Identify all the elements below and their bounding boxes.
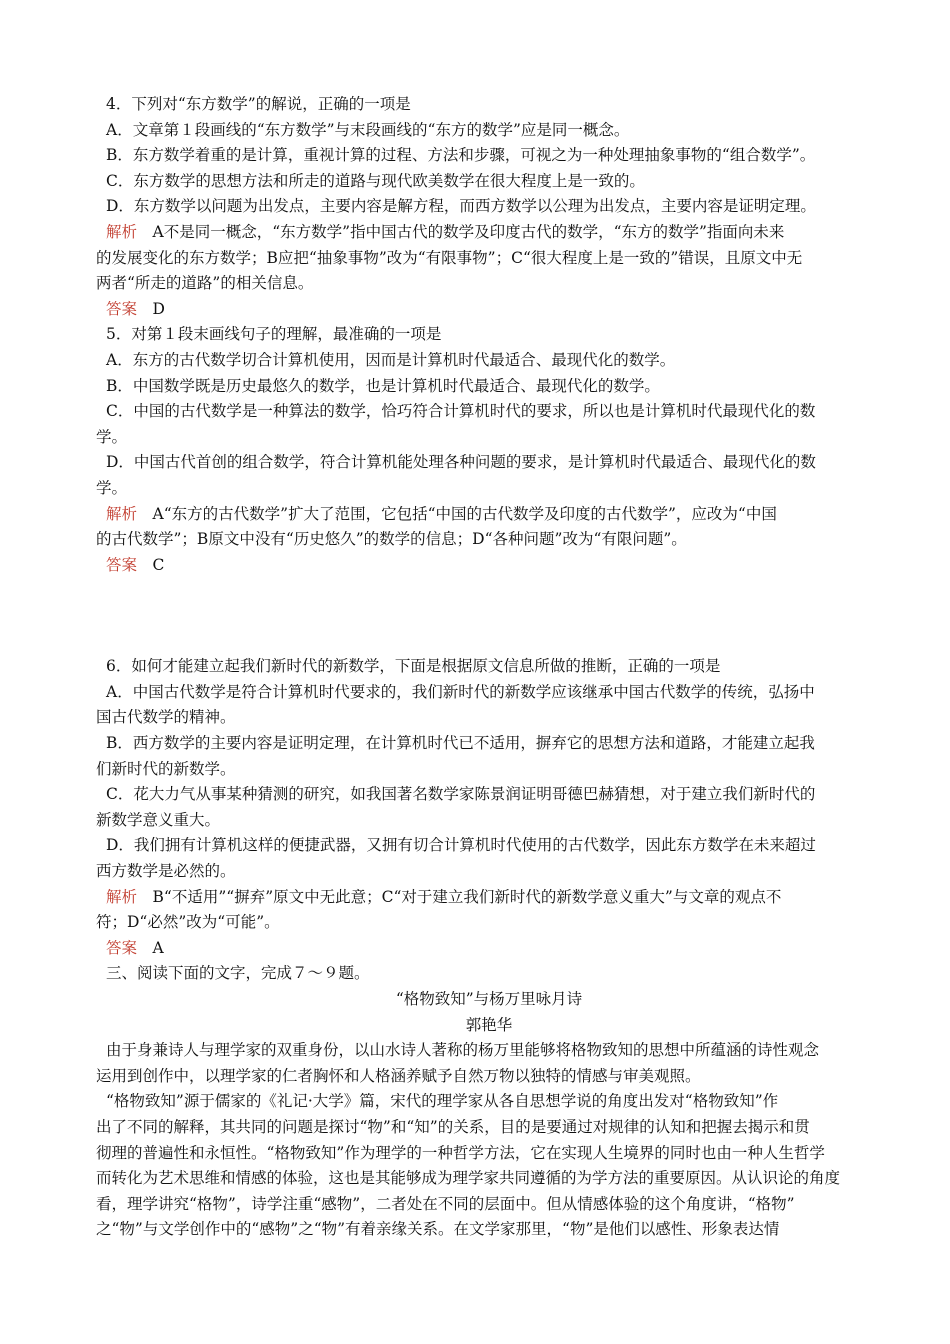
section3-heading: 三、阅读下面的文字，完成７～９题。 xyxy=(106,964,370,983)
article-title: “格物致知”与杨万里咏月诗 xyxy=(395,990,583,1008)
para2-line-3: 彻理的普遍性和永恒性。“格物致知”作为理学的一种哲学方法，它在实现人生境界的同时也由一种人生哲学 xyxy=(96,1143,825,1162)
page-gap xyxy=(96,578,882,654)
q6-option-b-cont: 们新时代的新数学。 xyxy=(96,759,236,778)
q5-option-c-cont: 学。 xyxy=(96,427,128,446)
q4-analysis xyxy=(96,220,882,246)
q6-option-d-cont: 西方数学是必然的。 xyxy=(96,862,236,881)
q4-option-d: D．东方数学以问题为出发点，主要内容是解方程，而西方数学以公理为出发点，主要内容是证明定理。 xyxy=(106,197,816,216)
q6-stem: 6．如何才能建立起我们新时代的新数学，下面是根据原文信息所做的推断，正确的一项是 xyxy=(106,657,721,676)
q6-answer-value: A xyxy=(152,938,164,957)
document-page xyxy=(96,92,882,1243)
q6-option-a-cont: 国古代数学的精神。 xyxy=(96,708,236,727)
q4-stem: 4．下列对“东方数学”的解说，正确的一项是 xyxy=(106,95,411,113)
q6-analysis-text-1: B“不适用”“摒弃”原文中无此意；C“对于建立我们新时代的新数学意义重大”与文章的观点不 xyxy=(152,887,782,906)
q6-answer xyxy=(96,936,882,962)
q4-option-c: C．东方数学的思想方法和所走的道路与现代欧美数学在很大程度上是一致的。 xyxy=(106,171,645,190)
q6-answer-label: 答案 xyxy=(106,938,138,957)
q5-analysis xyxy=(96,502,882,528)
para2-line-2: 出了不同的解释，其共同的问题是探讨“物”和“知”的关系，目的是要通过对规律的认知和把握去揭示和贯 xyxy=(96,1117,810,1136)
para2-line-5: 看，理学讲究“格物”，诗学注重“感物”，二者处在不同的层面中。但从情感体验的这个角度讲，“格物” xyxy=(96,1194,795,1213)
q5-option-d-cont: 学。 xyxy=(96,478,128,497)
q5-analysis-line-2: 的古代数学”；B原文中没有“历史悠久”的数学的信息；D“各种问题”改为“有限问题”。 xyxy=(96,530,687,549)
para2-line-4: 而转化为艺术思维和情感的体验，这也是其能够成为理学家共同遵循的为学方法的重要原因。从认识论的角度 xyxy=(96,1169,841,1188)
q6-option-a: A．中国古代数学是符合计算机时代要求的，我们新时代的新数学应该继承中国古代数学的传统，弘扬中 xyxy=(106,682,815,701)
q6-option-c-cont: 新数学意义重大。 xyxy=(96,810,221,829)
q4-answer xyxy=(96,297,882,323)
q5-analysis-text-1: A“东方的古代数学”扩大了范围，它包括“中国的古代数学及印度的古代数学”，应改为“中国 xyxy=(152,504,777,523)
q5-option-b: B．中国数学既是历史最悠久的数学，也是计算机时代最适合、最现代化的数学。 xyxy=(106,376,660,395)
q4-answer-value: D xyxy=(152,299,165,318)
q6-option-b: B．西方数学的主要内容是证明定理，在计算机时代已不适用，摒弃它的思想方法和道路，才能建立起我 xyxy=(106,734,815,753)
article-author: 郭艳华 xyxy=(465,1015,513,1034)
q5-option-a: A．东方的古代数学切合计算机使用，因而是计算机时代最适合、最现代化的数学。 xyxy=(106,350,676,369)
q4-analysis-label: 解析 xyxy=(106,222,138,241)
para2-line-1: “格物致知”源于儒家的《礼记·大学》篇，宋代的理学家从各自思想学说的角度出发对“格物致知”作 xyxy=(106,1092,779,1111)
q5-answer xyxy=(96,553,882,579)
q4-option-a: A．文章第１段画线的“东方数学”与末段画线的“东方的数学”应是同一概念。 xyxy=(106,120,630,139)
q5-stem: 5．对第１段末画线句子的理解，最准确的一项是 xyxy=(106,325,442,344)
q5-option-d: D．中国古代首创的组合数学，符合计算机能处理各种问题的要求，是计算机时代最适合、最现代化的数 xyxy=(106,453,816,472)
q4-analysis-line-2: 的发展变化的东方数学；B应把“抽象事物”改为“有限事物”；C“很大程度上是一致的”错误，且原文中无 xyxy=(96,248,803,267)
para1-line-2: 运用到创作中，以理学家的仁者胸怀和人格涵养赋予自然万物以独特的情感与审美观照。 xyxy=(96,1066,701,1085)
q5-analysis-label: 解析 xyxy=(106,504,138,523)
q4-answer-label: 答案 xyxy=(106,299,138,318)
q4-option-b: B．东方数学着重的是计算，重视计算的过程、方法和步骤，可视之为一种处理抽象事物的“组合数学”。 xyxy=(106,146,816,165)
q6-analysis xyxy=(96,885,882,911)
q5-option-c: C．中国的古代数学是一种算法的数学，恰巧符合计算机时代的要求，所以也是计算机时代最现代化的数 xyxy=(106,402,816,421)
para2-line-6: 之“物”与文学创作中的“感物”之“物”有着亲缘关系。在文学家那里，“物”是他们以感性、形象表达情 xyxy=(96,1220,780,1239)
q5-answer-value: C xyxy=(152,555,165,574)
q6-analysis-line-2: 符；D“必然”改为“可能”。 xyxy=(96,913,280,932)
q5-answer-label: 答案 xyxy=(106,555,138,574)
q4-analysis-line-3: 两者“所走的道路”的相关信息。 xyxy=(96,274,314,293)
q6-analysis-label: 解析 xyxy=(106,887,138,906)
q6-option-c: C．花大力气从事某种猜测的研究，如我国著名数学家陈景润证明哥德巴赫猜想，对于建立我们新时代的 xyxy=(106,785,816,804)
para1-line-1: 由于身兼诗人与理学家的双重身份，以山水诗人著称的杨万里能够将格物致知的思想中所蕴涵的诗性观念 xyxy=(106,1041,820,1060)
q4-analysis-text-1: A不是同一概念，“东方数学”指中国古代的数学及印度古代的数学，“东方的数学”指面向未来 xyxy=(152,222,785,241)
q6-option-d: D．我们拥有计算机这样的便捷武器，又拥有切合计算机时代使用的古代数学，因此东方数学在未来超过 xyxy=(106,836,816,855)
